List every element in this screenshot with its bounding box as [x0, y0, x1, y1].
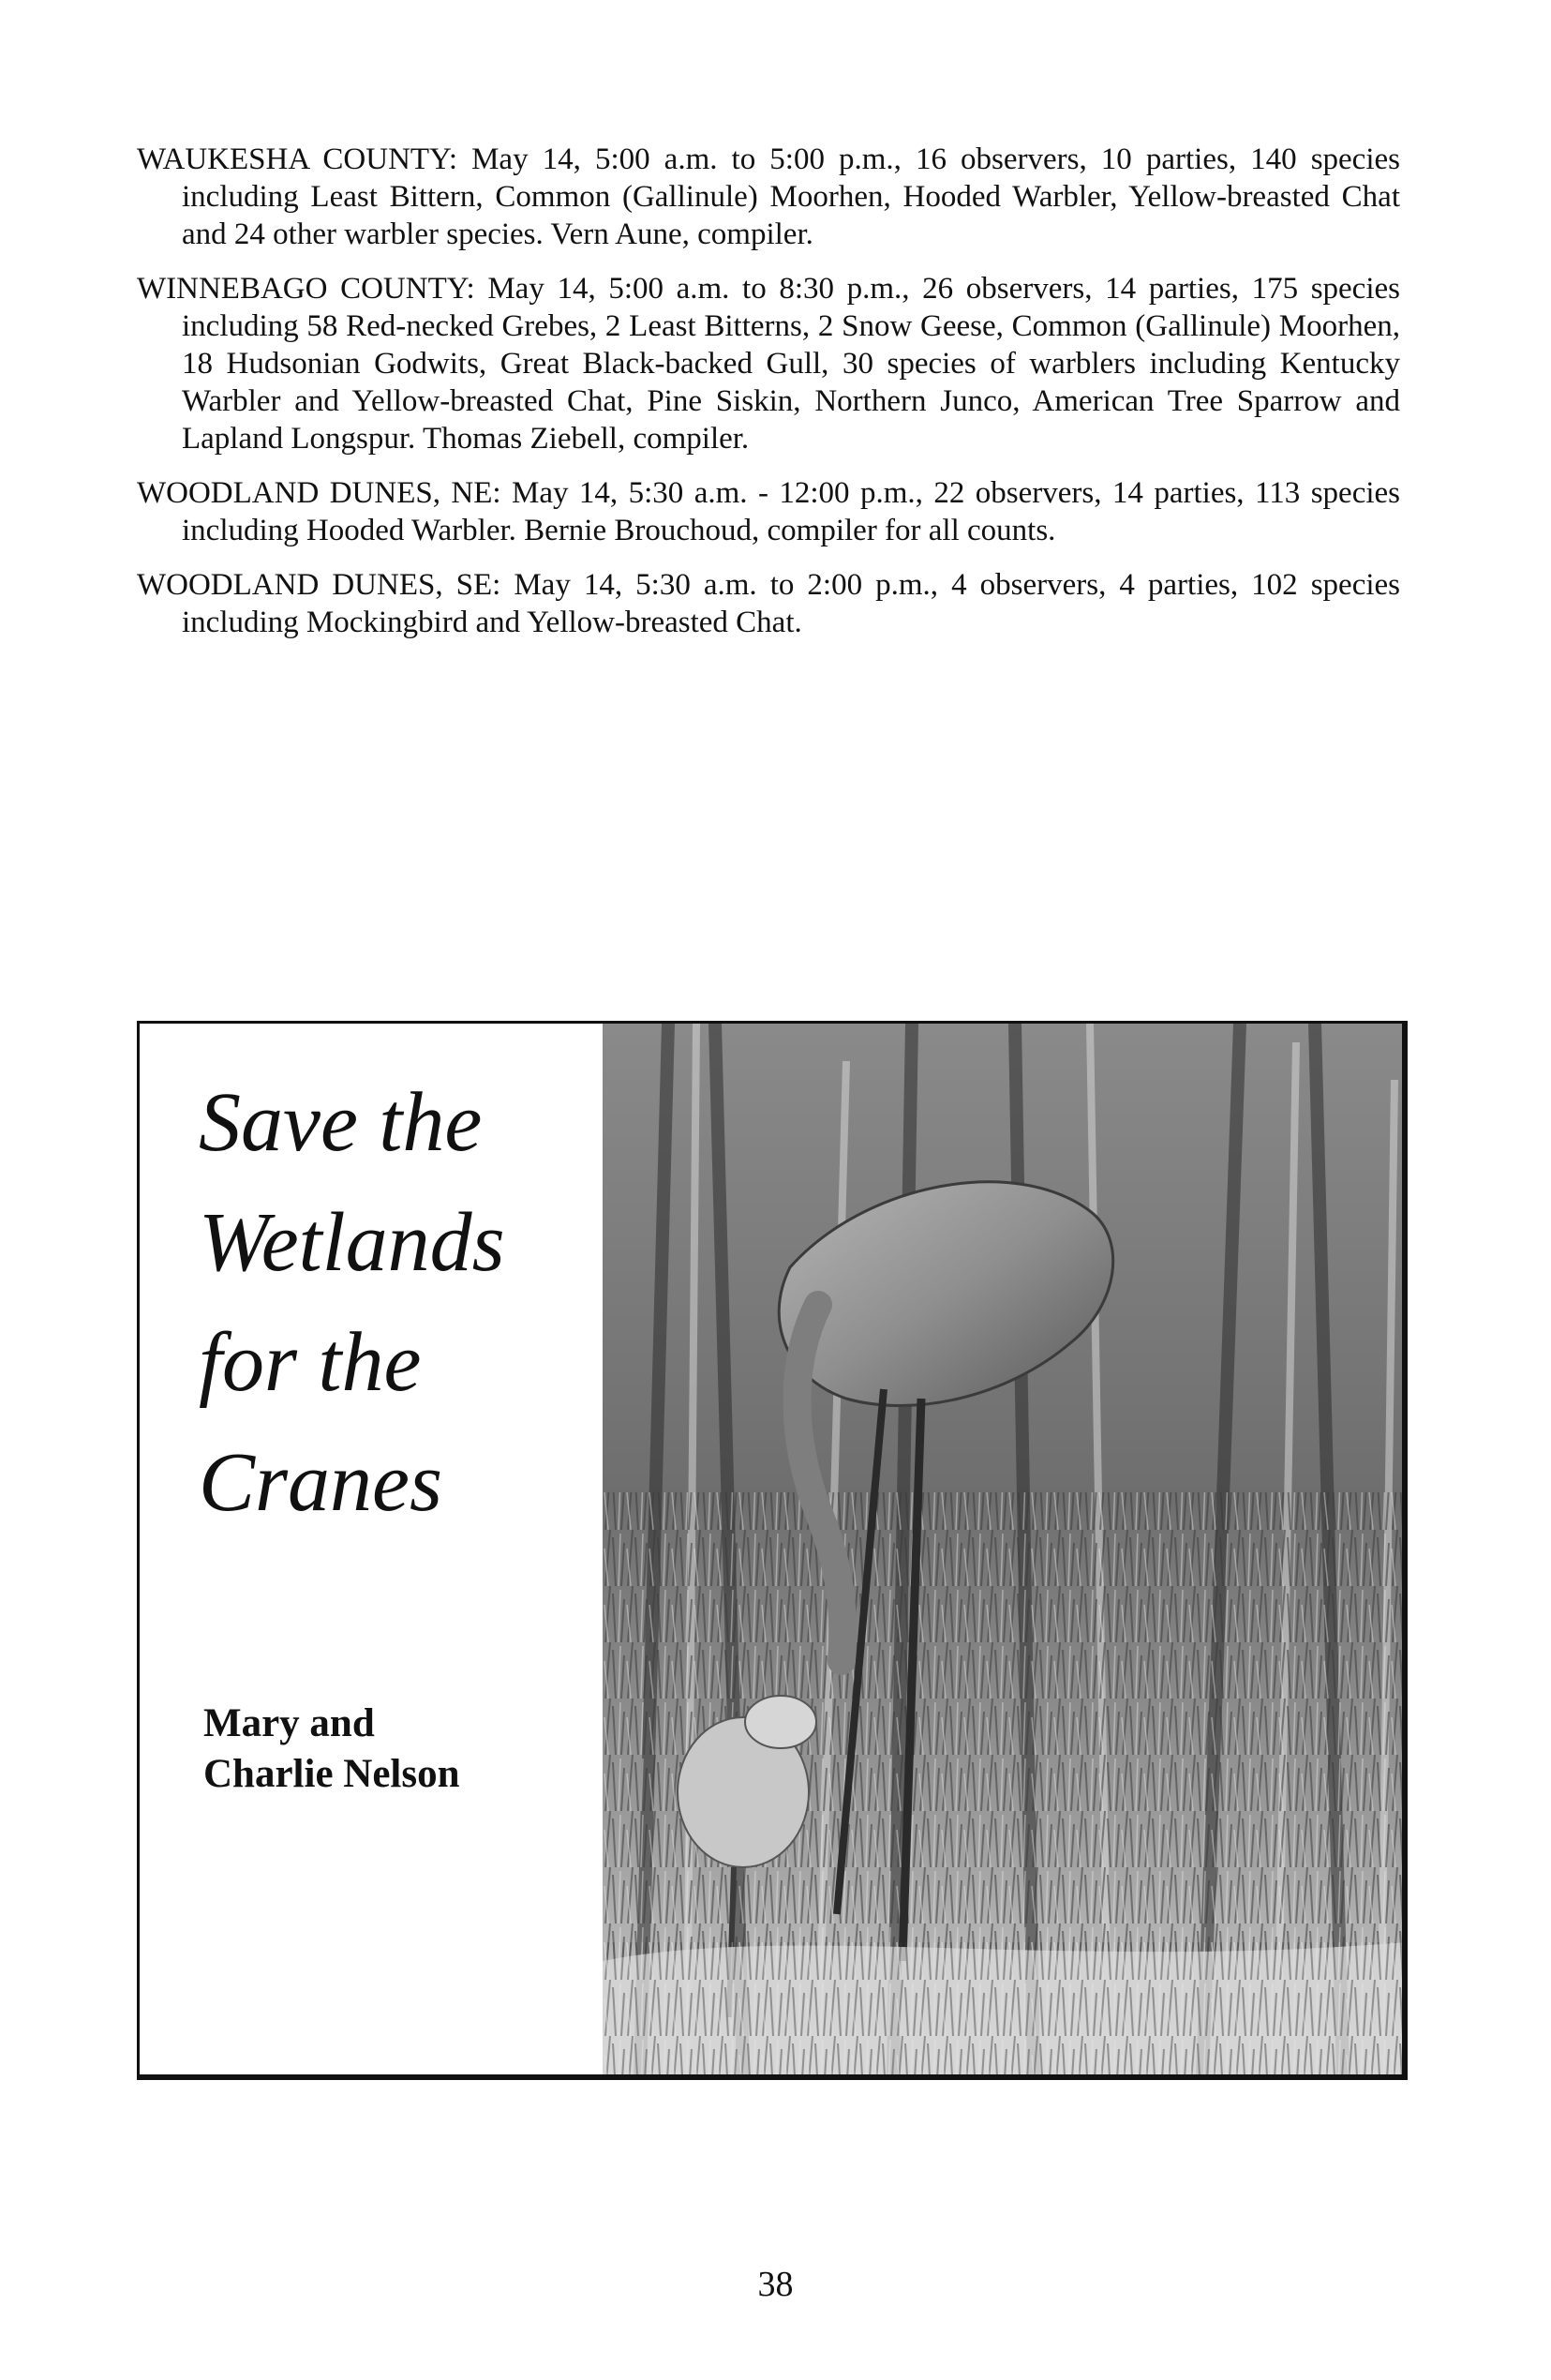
article-feature-box	[137, 1021, 1408, 2080]
article-authors	[203, 1699, 634, 1800]
count-entry-woodland-dunes-ne: WOODLAND DUNES, NE: May 14, 5:30 a.m. - 12:00 p.m., 22 observers, 14 parties, 113 species including Hooded Warbler. Bernie Brouchoud, compiler for all counts.	[137, 476, 1400, 547]
count-entry-woodland-dunes-se: WOODLAND DUNES, SE: May 14, 5:30 a.m. to 2:00 p.m., 4 observers, 4 parties, 102 species including Mockingbird and Yellow-breasted Chat.	[137, 568, 1400, 639]
crane-photo	[603, 1024, 1405, 2077]
count-entry-winnebago: WINNEBAGO COUNTY: May 14, 5:00 a.m. to 8:30 p.m., 26 observers, 14 parties, 175 species including 58 Red-necked Grebes, 2 Least Bitterns, 2 Snow Geese, Common (Gallinule) Moorhen, 18 Hudsonian Godwits, Great Black-backed Gull, 30 species of warblers including Kentucky Warbler and Yellow-breasted Chat, Pine Siskin, Northern Junco, American Tree Sparrow and Lapland Longspur. Thomas Ziebell, compiler.	[137, 272, 1400, 456]
title-line: for the	[199, 1316, 422, 1409]
count-entries	[137, 141, 1400, 658]
author-line: Charlie Nelson	[203, 1752, 460, 1796]
title-line: Wetlands	[199, 1196, 505, 1289]
author-line: Mary and	[203, 1701, 375, 1745]
page-number: 38	[757, 2265, 794, 2304]
title-line: Cranes	[199, 1436, 443, 1529]
count-entry-waukesha: WAUKESHA COUNTY: May 14, 5:00 a.m. to 5:00 p.m., 16 observers, 10 parties, 140 species including Least Bittern, Common (Gallinule) Moorhen, Hooded Warbler, Yellow-breasted Chat and 24 other warbler species. Vern Aune, compiler.	[137, 142, 1400, 251]
title-line: Save the	[199, 1076, 483, 1169]
